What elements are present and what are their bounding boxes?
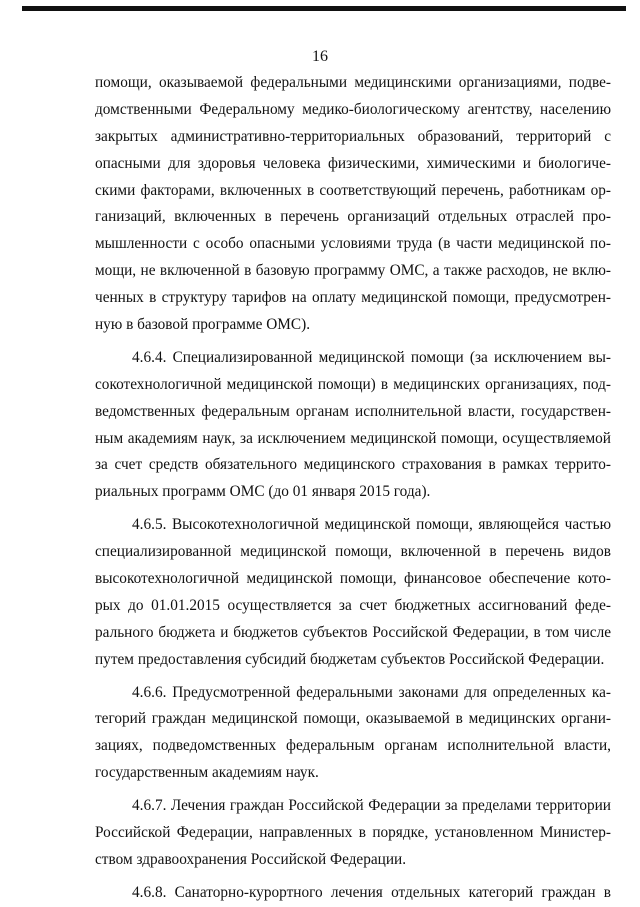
text-line: закрытых административно-территориальных образований, территорий с bbox=[95, 127, 611, 145]
text-line: путем предоставления субсидий бюджетам субъектов Российской Федерации. bbox=[95, 650, 605, 668]
document-body bbox=[95, 70, 611, 907]
text-line: высокотехнологичной медицинской помощи, финансовое обеспечение кото- bbox=[95, 570, 611, 588]
paragraph-4-6-5 bbox=[95, 512, 611, 673]
text-line: 4.6.7. Лечения граждан Российской Федерации за пределами территории bbox=[132, 797, 611, 815]
paragraph-4-6-7 bbox=[95, 793, 611, 874]
paragraph-4-6-6 bbox=[95, 680, 611, 788]
text-line: домственными Федеральному медико-биологическому агентству, населению bbox=[95, 100, 611, 118]
text-line: за счет средств обязательного медицинского страхования в рамках террито- bbox=[95, 456, 611, 474]
paragraph-continuation bbox=[95, 70, 611, 339]
text-line: специализированной медицинской помощи, включенной в перечень видов bbox=[95, 543, 611, 561]
text-line: ством здравоохранения Российской Федерации. bbox=[95, 850, 407, 868]
text-line: Российской Федерации, направленных в порядке, установленном Министер- bbox=[95, 824, 611, 842]
text-line: тегорий граждан медицинской помощи, оказываемой в медицинских органи- bbox=[95, 710, 611, 728]
text-line: помощи, оказываемой федеральными медицинскими организациями, подве- bbox=[95, 74, 611, 91]
text-line: ченных в структуру тарифов на оплату медицинской помощи, предусмотрен- bbox=[95, 289, 611, 307]
text-line: 4.6.6. Предусмотренной федеральными законами для определенных ка- bbox=[132, 683, 611, 701]
page-number: 16 bbox=[312, 48, 328, 65]
text-line: зациях, подведомственных федеральным органам исполнительной власти, bbox=[95, 737, 611, 755]
text-line: ным академиям наук, за исключением медицинской помощи, осуществляемой bbox=[95, 429, 611, 447]
text-line: 4.6.5. Высокотехнологичной медицинской помощи, являющейся частью bbox=[132, 516, 611, 534]
top-border-rule bbox=[22, 6, 626, 11]
text-line: мышленности с особо опасными условиями труда (в части медицинской по- bbox=[95, 235, 611, 253]
text-line: риальных программ ОМС (до 01 января 2015 года). bbox=[95, 483, 431, 501]
paragraph-4-6-4 bbox=[95, 345, 611, 506]
text-line: рых до 01.01.2015 осуществляется за счет бюджетных ассигнований феде- bbox=[95, 596, 611, 614]
text-line: ную в базовой программе ОМС). bbox=[95, 316, 311, 334]
paragraph-4-6-8 bbox=[95, 880, 611, 907]
text-line: 4.6.4. Специализированной медицинской помощи (за исключением вы- bbox=[132, 348, 611, 366]
text-line: 4.6.8. Санаторно-курортного лечения отдельных категорий граждан в bbox=[132, 883, 611, 901]
text-line: государственным академиям наук. bbox=[95, 764, 319, 782]
text-line: сокотехнологичной медицинской помощи) в медицинских организациях, под- bbox=[95, 375, 611, 393]
text-line: скими факторами, включенных в соответствующий перечень, работникам ор- bbox=[95, 181, 611, 199]
text-line: мощи, не включенной в базовую программу ОМС, а также расходов, не вклю- bbox=[95, 262, 611, 280]
text-line: рального бюджета и бюджетов субъектов Российской Федерации, в том числе bbox=[95, 623, 611, 641]
text-line: ганизаций, включенных в перечень организаций отдельных отраслей про- bbox=[95, 208, 611, 226]
text-line: опасными для здоровья человека физическими, химическими и биологиче- bbox=[95, 154, 611, 172]
text-line: ведомственных федеральным органам исполнительной власти, государствен- bbox=[95, 402, 611, 420]
